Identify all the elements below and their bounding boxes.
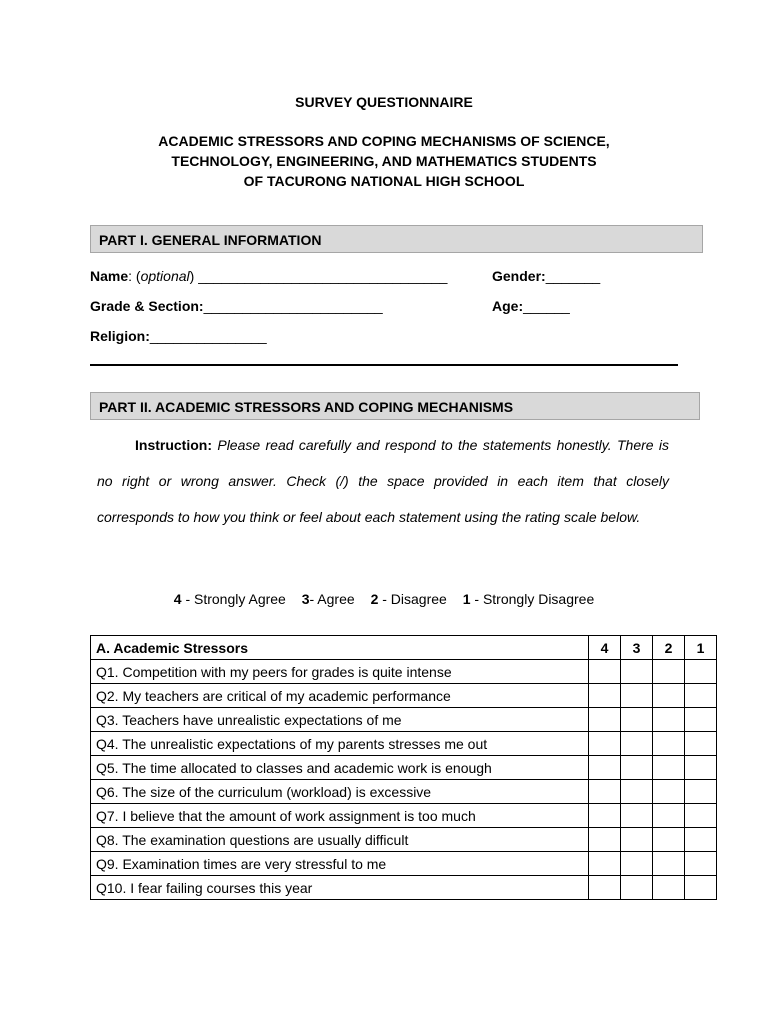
statement-text: Q10. I fear failing courses this year — [91, 876, 589, 900]
rating-checkbox-4[interactable] — [589, 828, 621, 852]
name-label: Name — [90, 268, 129, 284]
rating-checkbox-3[interactable] — [621, 684, 653, 708]
rating-checkbox-3[interactable] — [621, 804, 653, 828]
rating-checkbox-3[interactable] — [621, 732, 653, 756]
column-header-3: 3 — [621, 636, 653, 660]
age-label: Age: — [492, 298, 524, 314]
table-heading: A. Academic Stressors — [91, 636, 589, 660]
table-row — [91, 756, 717, 780]
table-row — [91, 780, 717, 804]
rating-checkbox-4[interactable] — [589, 708, 621, 732]
rating-checkbox-1[interactable] — [685, 804, 717, 828]
study-title-line-3: OF TACURONG NATIONAL HIGH SCHOOL — [243, 173, 525, 189]
study-title-line-1: ACADEMIC STRESSORS AND COPING MECHANISMS OF SCIENCE, — [158, 133, 610, 149]
table-row — [91, 708, 717, 732]
column-header-2: 2 — [653, 636, 685, 660]
name-blank[interactable]: ________________________________ — [198, 268, 448, 284]
gender-blank[interactable]: _______ — [545, 268, 601, 284]
age-blank[interactable]: ______ — [523, 298, 570, 314]
rating-checkbox-3[interactable] — [621, 828, 653, 852]
statement-text: Q5. The time allocated to classes and academic work is enough — [91, 756, 589, 780]
statement-text: Q7. I believe that the amount of work assignment is too much — [91, 804, 589, 828]
rating-checkbox-3[interactable] — [621, 780, 653, 804]
rating-checkbox-2[interactable] — [653, 804, 685, 828]
statement-text: Q6. The size of the curriculum (workload) is excessive — [91, 780, 589, 804]
table-row — [91, 660, 717, 684]
rating-checkbox-3[interactable] — [621, 756, 653, 780]
rating-scale — [0, 591, 768, 607]
rating-checkbox-4[interactable] — [589, 876, 621, 900]
table-row — [91, 876, 717, 900]
rating-checkbox-4[interactable] — [589, 804, 621, 828]
rating-checkbox-3[interactable] — [621, 660, 653, 684]
part2-heading: PART II. ACADEMIC STRESSORS AND COPING MECHANISMS — [90, 392, 700, 420]
table-row — [91, 828, 717, 852]
name-optional-note: optional — [140, 268, 190, 284]
rating-checkbox-1[interactable] — [685, 876, 717, 900]
scale-item-4: 4 - Strongly Agree — [173, 591, 286, 607]
rating-checkbox-1[interactable] — [685, 732, 717, 756]
rating-checkbox-2[interactable] — [653, 708, 685, 732]
table-row — [91, 732, 717, 756]
rating-checkbox-3[interactable] — [621, 876, 653, 900]
grade-section-label: Grade & Section: — [90, 298, 204, 314]
gender-label: Gender: — [492, 268, 546, 284]
rating-checkbox-1[interactable] — [685, 708, 717, 732]
rating-checkbox-1[interactable] — [685, 660, 717, 684]
rating-checkbox-1[interactable] — [685, 756, 717, 780]
rating-checkbox-2[interactable] — [653, 876, 685, 900]
religion-field[interactable] — [90, 328, 267, 344]
column-header-4: 4 — [589, 636, 621, 660]
religion-label: Religion: — [90, 328, 150, 344]
study-title — [0, 131, 768, 191]
table-row — [91, 852, 717, 876]
section-divider — [90, 364, 678, 366]
rating-checkbox-4[interactable] — [589, 852, 621, 876]
statement-text: Q8. The examination questions are usually difficult — [91, 828, 589, 852]
rating-checkbox-4[interactable] — [589, 732, 621, 756]
rating-checkbox-1[interactable] — [685, 852, 717, 876]
grade-section-field[interactable] — [90, 298, 383, 314]
scale-item-3: 3- Agree — [301, 591, 355, 607]
study-title-line-2: TECHNOLOGY, ENGINEERING, AND MATHEMATICS STUDENTS — [171, 153, 597, 169]
statement-text: Q4. The unrealistic expectations of my parents stresses me out — [91, 732, 589, 756]
statement-text: Q2. My teachers are critical of my academic performance — [91, 684, 589, 708]
grade-section-blank[interactable]: _______________________ — [203, 298, 383, 314]
rating-checkbox-3[interactable] — [621, 708, 653, 732]
rating-checkbox-1[interactable] — [685, 828, 717, 852]
survey-title: SURVEY QUESTIONNAIRE — [295, 94, 473, 110]
age-field[interactable] — [492, 298, 570, 314]
instruction-label: Instruction: — [135, 437, 212, 453]
instruction-paragraph — [97, 427, 669, 535]
name-field[interactable]: Name: (optional) ________________________________ — [90, 268, 448, 284]
rating-checkbox-2[interactable] — [653, 852, 685, 876]
rating-checkbox-2[interactable] — [653, 828, 685, 852]
rating-checkbox-4[interactable] — [589, 756, 621, 780]
table-row — [91, 804, 717, 828]
rating-checkbox-2[interactable] — [653, 660, 685, 684]
scale-item-2: 2 - Disagree — [370, 591, 447, 607]
part1-heading: PART I. GENERAL INFORMATION — [90, 225, 703, 253]
rating-checkbox-4[interactable] — [589, 660, 621, 684]
rating-checkbox-2[interactable] — [653, 732, 685, 756]
rating-checkbox-4[interactable] — [589, 684, 621, 708]
rating-checkbox-2[interactable] — [653, 684, 685, 708]
rating-checkbox-1[interactable] — [685, 684, 717, 708]
religion-blank[interactable]: _______________ — [149, 328, 267, 344]
table-header-row — [91, 636, 717, 660]
statement-text: Q9. Examination times are very stressful to me — [91, 852, 589, 876]
instruction-text: Please read carefully and respond to the statements honestly. There is no right or wrong answer. Check (/) the space provided in each item that closely corresponds to how you think or feel about each statement using the rating scale below. — [97, 437, 670, 525]
rating-checkbox-1[interactable] — [685, 780, 717, 804]
academic-stressors-table — [90, 635, 717, 900]
table-row — [91, 684, 717, 708]
column-header-1: 1 — [685, 636, 717, 660]
rating-checkbox-2[interactable] — [653, 780, 685, 804]
rating-checkbox-4[interactable] — [589, 780, 621, 804]
rating-checkbox-2[interactable] — [653, 756, 685, 780]
scale-item-1: 1 - Strongly Disagree — [462, 591, 595, 607]
statement-text: Q3. Teachers have unrealistic expectations of me — [91, 708, 589, 732]
statement-text: Q1. Competition with my peers for grades is quite intense — [91, 660, 589, 684]
gender-field[interactable] — [492, 268, 600, 284]
rating-checkbox-3[interactable] — [621, 852, 653, 876]
